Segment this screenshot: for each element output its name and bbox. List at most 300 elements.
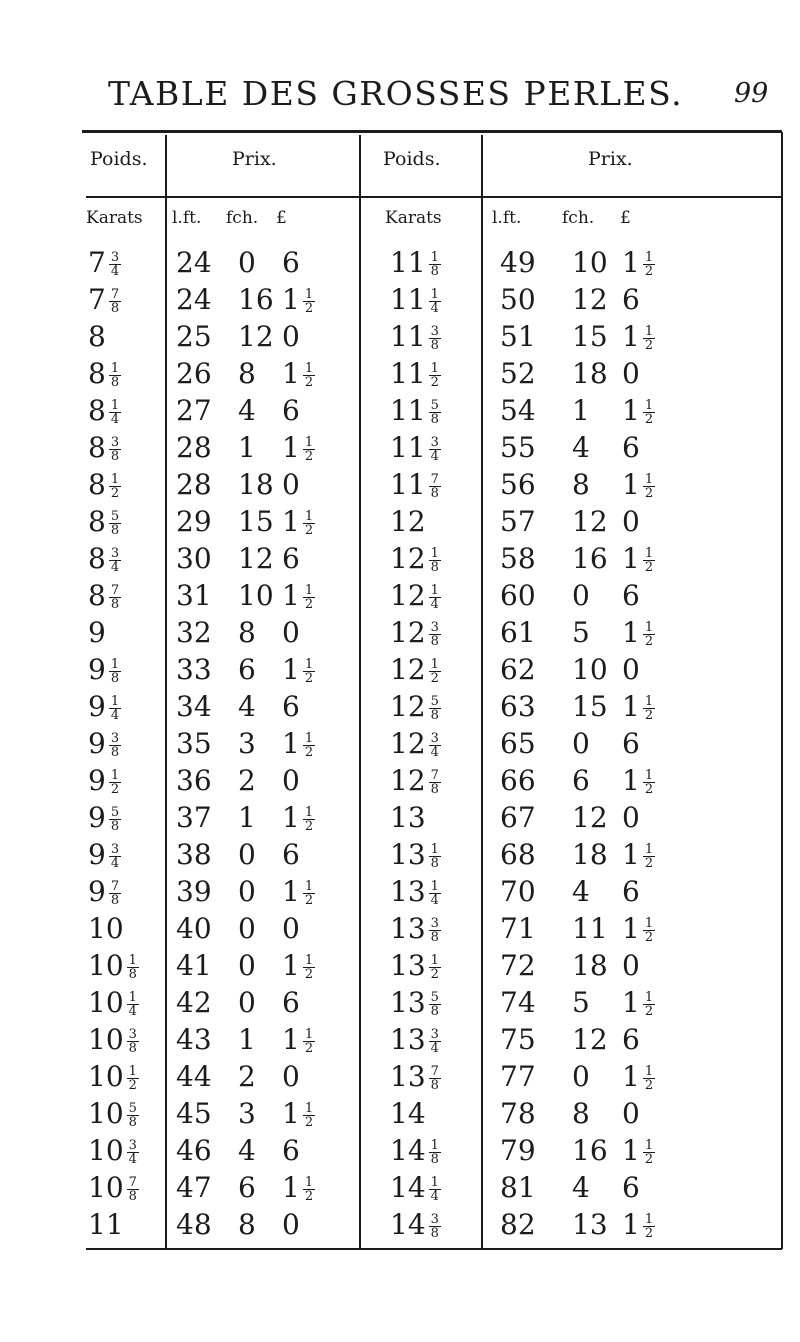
price-pence-group: [282, 947, 315, 984]
price-shillings-group: [238, 355, 256, 392]
right-karats-label: Karats: [385, 208, 442, 228]
price-livres: 38: [176, 838, 212, 871]
price-livres: 56: [500, 468, 536, 501]
price-shillings: 18: [572, 949, 608, 982]
price-pence-group: [622, 651, 640, 688]
price-livres: 29: [176, 505, 212, 538]
fraction: $\frac{1}{2}$: [304, 1101, 314, 1130]
price-pence: 0: [282, 764, 300, 797]
price-livres: 60: [500, 579, 536, 612]
weight-karats-group: [390, 318, 441, 355]
fraction: $\frac{1}{2}$: [644, 916, 654, 945]
fraction: $\frac{3}{8}$: [128, 1027, 137, 1056]
price-pence-group: [622, 1058, 655, 1095]
price-pence: 6: [282, 690, 300, 723]
left-karats-label: Karats: [86, 208, 143, 228]
weight-karats: 8: [88, 431, 106, 464]
price-shillings-group: [238, 318, 274, 355]
price-pence: 1: [622, 616, 640, 649]
price-livres-group: [176, 688, 212, 725]
fraction: $\frac{1}{2}$: [110, 768, 120, 797]
weight-karats-group: [390, 540, 441, 577]
weight-karats-group: [390, 725, 441, 762]
price-shillings-group: [238, 836, 256, 873]
price-livres-group: [176, 1206, 212, 1243]
price-pence-group: [282, 540, 300, 577]
price-shillings-group: [572, 688, 608, 725]
price-shillings: 2: [238, 764, 256, 797]
price-pence: 6: [282, 542, 300, 575]
price-pence-group: [622, 836, 655, 873]
fraction: $\frac{7}{8}$: [430, 472, 439, 501]
fraction: $\frac{3}{8}$: [430, 620, 439, 649]
fraction: $\frac{1}{2}$: [430, 361, 439, 390]
price-livres-group: [500, 651, 536, 688]
price-livres-group: [176, 355, 212, 392]
price-shillings: 4: [572, 875, 590, 908]
table-bottom-rule: [86, 1248, 782, 1250]
fraction: $\frac{1}{2}$: [304, 1027, 314, 1056]
price-shillings: 12: [572, 505, 608, 538]
price-livres: 28: [176, 431, 212, 464]
price-shillings: 0: [572, 1060, 590, 1093]
fraction: $\frac{1}{2}$: [430, 657, 439, 686]
fraction: $\frac{1}{2}$: [644, 324, 654, 353]
price-shillings-group: [572, 1095, 590, 1132]
price-livres: 78: [500, 1097, 536, 1130]
price-livres: 36: [176, 764, 212, 797]
weight-karats-group: [390, 244, 441, 281]
weight-karats-group: [390, 355, 441, 392]
price-pence: 0: [282, 912, 300, 945]
fraction: $\frac{1}{8}$: [430, 1138, 439, 1167]
price-shillings-group: [238, 429, 256, 466]
price-livres-group: [176, 1095, 212, 1132]
price-pence-group: [622, 392, 655, 429]
price-pence: 1: [282, 801, 300, 834]
table-top-rule: [82, 130, 782, 133]
price-shillings: 3: [238, 1097, 256, 1130]
price-pence: 1: [622, 542, 640, 575]
price-shillings-group: [572, 1058, 590, 1095]
weight-karats-group: [390, 614, 441, 651]
weight-karats: 8: [88, 542, 106, 575]
price-pence: 0: [622, 357, 640, 390]
price-pence-group: [622, 799, 640, 836]
price-pence: 1: [622, 246, 640, 279]
weight-karats: 10: [88, 1023, 124, 1056]
price-pence: 0: [622, 1097, 640, 1130]
price-pence: 0: [282, 1060, 300, 1093]
weight-karats-group: [390, 1206, 441, 1243]
price-pence-group: [622, 244, 655, 281]
price-shillings-group: [238, 503, 274, 540]
price-shillings: 0: [572, 727, 590, 760]
weight-karats: 13: [390, 801, 426, 834]
weight-karats-group: [88, 1095, 139, 1132]
price-shillings: 12: [238, 320, 274, 353]
price-shillings: 0: [238, 838, 256, 871]
price-pence-group: [282, 466, 300, 503]
price-livres-group: [500, 1206, 536, 1243]
price-livres: 82: [500, 1208, 536, 1241]
price-livres-group: [176, 1021, 212, 1058]
price-shillings: 15: [238, 505, 274, 538]
price-livres: 40: [176, 912, 212, 945]
fraction: $\frac{3}{4}$: [430, 1027, 439, 1056]
price-shillings-group: [572, 873, 590, 910]
weight-karats: 9: [88, 727, 106, 760]
price-livres-group: [500, 762, 536, 799]
weight-karats: 13: [390, 986, 426, 1019]
price-livres-group: [500, 873, 536, 910]
fraction: $\frac{1}{2}$: [644, 472, 654, 501]
price-pence: 1: [282, 283, 300, 316]
fraction: $\frac{1}{2}$: [430, 953, 439, 982]
price-pence-group: [622, 1095, 640, 1132]
price-livres: 65: [500, 727, 536, 760]
weight-karats-group: [88, 762, 121, 799]
page-title: TABLE DES GROSSES PERLES.: [108, 74, 684, 113]
weight-karats-group: [390, 503, 426, 540]
price-pence: 0: [622, 505, 640, 538]
price-livres: 75: [500, 1023, 536, 1056]
price-shillings-group: [238, 910, 256, 947]
fraction: $\frac{1}{2}$: [110, 472, 120, 501]
price-shillings: 4: [572, 1171, 590, 1204]
weight-karats-group: [390, 651, 441, 688]
weight-karats-group: [88, 1021, 139, 1058]
price-shillings-group: [238, 281, 274, 318]
price-livres: 62: [500, 653, 536, 686]
fraction: $\frac{1}{2}$: [128, 1064, 137, 1093]
price-pence-group: [282, 281, 315, 318]
weight-karats: 9: [88, 690, 106, 723]
fraction: $\frac{1}{8}$: [430, 250, 439, 279]
price-livres-group: [500, 725, 536, 762]
price-shillings-group: [238, 1132, 256, 1169]
weight-karats-group: [88, 318, 106, 355]
weight-karats-group: [390, 392, 441, 429]
weight-karats-group: [390, 1021, 441, 1058]
price-livres-group: [500, 540, 536, 577]
weight-karats: 12: [390, 505, 426, 538]
price-shillings: 18: [572, 357, 608, 390]
fraction: $\frac{3}{4}$: [110, 546, 120, 575]
price-pence: 1: [622, 1060, 640, 1093]
weight-karats: 14: [390, 1097, 426, 1130]
price-pence-group: [282, 318, 300, 355]
price-livres: 33: [176, 653, 212, 686]
price-shillings-group: [572, 244, 608, 281]
price-livres-group: [176, 873, 212, 910]
price-livres: 47: [176, 1171, 212, 1204]
price-pence: 1: [282, 431, 300, 464]
table-right-rule: [781, 132, 783, 1249]
price-shillings-group: [572, 910, 608, 947]
price-shillings: 12: [572, 801, 608, 834]
price-pence: 1: [622, 394, 640, 427]
price-pence-group: [282, 836, 300, 873]
weight-karats: 13: [390, 912, 426, 945]
price-livres: 34: [176, 690, 212, 723]
price-pence-group: [622, 1132, 655, 1169]
price-shillings-group: [238, 1021, 256, 1058]
weight-karats: 12: [390, 653, 426, 686]
weight-karats-group: [88, 873, 121, 910]
fraction: $\frac{3}{8}$: [430, 1212, 439, 1241]
weight-karats-group: [88, 1169, 139, 1206]
price-pence: 1: [622, 320, 640, 353]
weight-karats: 11: [390, 357, 426, 390]
weight-karats-group: [390, 429, 441, 466]
weight-karats: 12: [390, 727, 426, 760]
price-pence: 1: [622, 1134, 640, 1167]
price-pence: 6: [282, 986, 300, 1019]
weight-karats: 10: [88, 1171, 124, 1204]
price-shillings: 18: [238, 468, 274, 501]
price-shillings-group: [572, 947, 608, 984]
price-pence-group: [282, 355, 315, 392]
price-pence: 6: [622, 875, 640, 908]
price-shillings: 0: [238, 875, 256, 908]
price-shillings: 4: [238, 1134, 256, 1167]
price-shillings-group: [572, 1206, 608, 1243]
price-shillings: 1: [572, 394, 590, 427]
price-livres: 42: [176, 986, 212, 1019]
price-pence: 6: [282, 838, 300, 871]
price-pence: 1: [622, 1208, 640, 1241]
fraction: $\frac{1}{2}$: [304, 805, 314, 834]
fraction: $\frac{1}{8}$: [110, 361, 120, 390]
price-pence: 1: [622, 468, 640, 501]
weight-karats-group: [88, 688, 121, 725]
price-shillings: 6: [572, 764, 590, 797]
price-livres-group: [500, 577, 536, 614]
price-pence: 1: [282, 579, 300, 612]
price-livres-group: [500, 614, 536, 651]
weight-karats: 14: [390, 1134, 426, 1167]
price-shillings: 15: [572, 320, 608, 353]
price-livres: 63: [500, 690, 536, 723]
price-shillings: 1: [238, 431, 256, 464]
price-shillings-group: [238, 651, 256, 688]
price-livres-group: [500, 318, 536, 355]
fraction: $\frac{1}{2}$: [304, 287, 314, 316]
weight-karats: 11: [88, 1208, 124, 1241]
weight-karats-group: [390, 688, 441, 725]
price-shillings: 4: [572, 431, 590, 464]
price-livres: 39: [176, 875, 212, 908]
fraction: $\frac{7}{8}$: [110, 583, 120, 612]
price-livres: 77: [500, 1060, 536, 1093]
weight-karats-group: [88, 244, 121, 281]
price-pence-group: [282, 1169, 315, 1206]
price-shillings-group: [572, 503, 608, 540]
price-pence: 1: [622, 764, 640, 797]
weight-karats-group: [88, 1206, 124, 1243]
price-pence: 1: [622, 838, 640, 871]
weight-karats: 9: [88, 764, 106, 797]
price-shillings: 10: [572, 653, 608, 686]
price-livres: 41: [176, 949, 212, 982]
weight-karats: 7: [88, 246, 106, 279]
price-shillings-group: [238, 873, 256, 910]
left-shillings-label: fch.: [226, 208, 259, 228]
weight-karats: 14: [390, 1171, 426, 1204]
weight-karats: 9: [88, 875, 106, 908]
price-pence: 0: [622, 949, 640, 982]
fraction: $\frac{5}{8}$: [110, 805, 120, 834]
price-shillings: 0: [238, 986, 256, 1019]
price-livres-group: [500, 910, 536, 947]
weight-karats-group: [88, 429, 121, 466]
price-pence: 6: [622, 283, 640, 316]
price-pence-group: [622, 688, 655, 725]
price-shillings: 12: [572, 1023, 608, 1056]
price-livres: 67: [500, 801, 536, 834]
weight-karats: 13: [390, 1023, 426, 1056]
price-shillings-group: [572, 355, 608, 392]
fraction: $\frac{1}{4}$: [430, 879, 439, 908]
fraction: $\frac{1}{2}$: [644, 1064, 654, 1093]
price-pence-group: [282, 725, 315, 762]
price-livres-group: [500, 355, 536, 392]
price-livres-group: [500, 836, 536, 873]
price-shillings: 15: [572, 690, 608, 723]
price-shillings-group: [238, 540, 274, 577]
weight-karats-group: [390, 281, 441, 318]
price-livres: 25: [176, 320, 212, 353]
weight-karats: 8: [88, 394, 106, 427]
price-livres-group: [176, 1058, 212, 1095]
weight-karats: 11: [390, 394, 426, 427]
price-shillings-group: [572, 836, 608, 873]
price-livres: 51: [500, 320, 536, 353]
price-shillings: 8: [238, 357, 256, 390]
fraction: $\frac{7}{8}$: [128, 1175, 137, 1204]
weight-karats: 10: [88, 1097, 124, 1130]
price-shillings: 1: [238, 1023, 256, 1056]
price-shillings-group: [238, 799, 256, 836]
price-livres: 35: [176, 727, 212, 760]
fraction: $\frac{5}{8}$: [430, 694, 439, 723]
price-shillings-group: [238, 577, 274, 614]
weight-karats-group: [390, 910, 441, 947]
price-pence-group: [622, 577, 640, 614]
price-livres-group: [176, 577, 212, 614]
weight-karats: 12: [390, 690, 426, 723]
fraction: $\frac{7}{8}$: [110, 879, 120, 908]
price-pence-group: [622, 762, 655, 799]
price-pence: 1: [282, 505, 300, 538]
fraction: $\frac{1}{4}$: [430, 583, 439, 612]
price-shillings-group: [572, 1132, 608, 1169]
price-pence-group: [622, 503, 640, 540]
price-shillings-group: [572, 429, 590, 466]
price-shillings-group: [238, 725, 256, 762]
left-prix-header: Prix.: [232, 148, 277, 170]
price-pence: 1: [622, 690, 640, 723]
price-livres-group: [176, 281, 212, 318]
fraction: $\frac{1}{4}$: [430, 1175, 439, 1204]
weight-karats-group: [390, 762, 441, 799]
price-pence-group: [622, 318, 655, 355]
price-pence: 0: [622, 653, 640, 686]
price-shillings: 0: [238, 246, 256, 279]
weight-karats-group: [390, 947, 441, 984]
weight-karats-group: [390, 799, 426, 836]
price-shillings: 13: [572, 1208, 608, 1241]
price-livres: 24: [176, 246, 212, 279]
price-livres-group: [176, 466, 212, 503]
price-livres: 43: [176, 1023, 212, 1056]
price-shillings-group: [572, 540, 608, 577]
price-pence-group: [282, 688, 300, 725]
price-livres: 71: [500, 912, 536, 945]
price-livres: 48: [176, 1208, 212, 1241]
fraction: $\frac{1}{4}$: [110, 694, 120, 723]
price-livres-group: [176, 392, 212, 429]
price-pence-group: [282, 762, 300, 799]
fraction: $\frac{1}{8}$: [128, 953, 137, 982]
price-pence: 1: [282, 1023, 300, 1056]
price-livres-group: [500, 799, 536, 836]
price-pence: 6: [622, 579, 640, 612]
price-pence: 1: [282, 653, 300, 686]
weight-karats: 10: [88, 949, 124, 982]
price-livres: 26: [176, 357, 212, 390]
price-pence-group: [282, 1058, 300, 1095]
price-livres-group: [176, 503, 212, 540]
price-shillings: 8: [572, 468, 590, 501]
weight-karats-group: [88, 1058, 139, 1095]
price-livres-group: [176, 1132, 212, 1169]
weight-karats: 11: [390, 246, 426, 279]
price-pence-group: [282, 577, 315, 614]
fraction: $\frac{1}{2}$: [304, 731, 314, 760]
fraction: $\frac{1}{2}$: [644, 990, 654, 1019]
weight-karats: 13: [390, 1060, 426, 1093]
fraction: $\frac{1}{2}$: [644, 398, 654, 427]
price-shillings-group: [572, 799, 608, 836]
fraction: $\frac{1}{2}$: [644, 546, 654, 575]
price-livres-group: [176, 429, 212, 466]
price-pence-group: [282, 910, 300, 947]
price-pence-group: [622, 466, 655, 503]
weight-karats: 8: [88, 579, 106, 612]
price-pence-group: [622, 1206, 655, 1243]
weight-karats: 10: [88, 986, 124, 1019]
weight-karats: 11: [390, 431, 426, 464]
fraction: $\frac{1}{8}$: [430, 842, 439, 871]
price-livres-group: [500, 1095, 536, 1132]
fraction: $\frac{1}{8}$: [430, 546, 439, 575]
price-livres-group: [176, 651, 212, 688]
weight-karats: 9: [88, 838, 106, 871]
right-prix-header: Prix.: [588, 148, 633, 170]
price-pence: 6: [282, 246, 300, 279]
weight-karats: 8: [88, 468, 106, 501]
weight-karats-group: [88, 392, 121, 429]
price-livres-group: [176, 244, 212, 281]
right-weight-column-rule: [481, 135, 483, 1248]
weight-karats: 11: [390, 320, 426, 353]
price-shillings: 8: [238, 1208, 256, 1241]
price-pence-group: [622, 725, 640, 762]
price-livres-group: [176, 836, 212, 873]
price-livres: 66: [500, 764, 536, 797]
